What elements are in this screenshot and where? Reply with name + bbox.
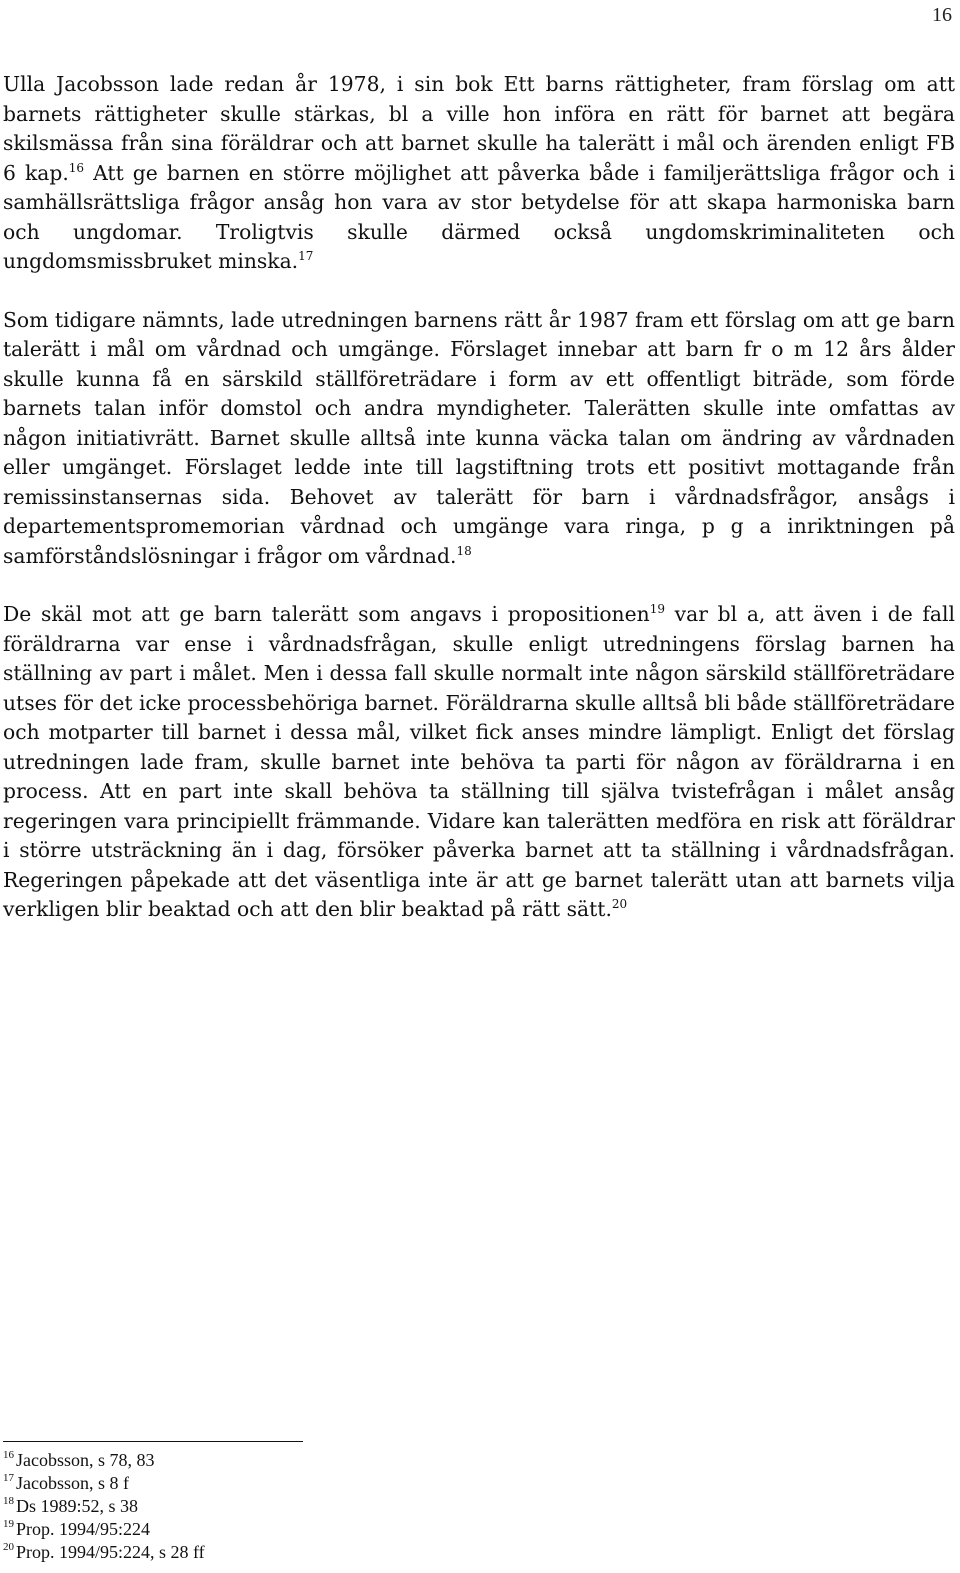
page-number: 16 — [932, 4, 952, 26]
footnote — [3, 1449, 205, 1472]
footnote-text: Ds 1989:52, s 38 — [16, 1496, 139, 1516]
paragraph — [3, 600, 955, 925]
paragraph-text: Som tidigare nämnts, lade utredningen barnens rätt år 1987 fram ett förslag om att ge barn talerätt i mål om vårdnad och umgänge. Förslaget innebar att barn fr o m 12 års ålder skulle kunna få en särskild ställföreträdare i form av ett offentligt biträde, som förde barnets talan inför domstol och andra myndigheter. Talerätten skulle inte omfattas av någon initiativrätt. Barnet skulle alltså inte kunna väcka talan om ändring av vårdnaden eller umgänget. Förslaget ledde inte till lagstiftning trots ett positivt mottagande från remissinstansernas sida. Behovet av talerätt för barn i vårdnadsfrågor, ansågs i departementspromemorian vårdnad och umgänge vara ringa, p g a inriktningen på samförståndslösningar i frågor om vårdnad. — [3, 307, 955, 568]
body-text — [3, 70, 955, 954]
footnote-text: Prop. 1994/95:224 — [16, 1519, 151, 1539]
footnote-text: Prop. 1994/95:224, s 28 ff — [16, 1542, 205, 1562]
paragraph — [3, 306, 955, 572]
footnotes — [3, 1449, 205, 1564]
footnote-reference: 20 — [611, 897, 628, 911]
paragraph-text: var bl a, att även i de fall föräldrarna var ense i vårdnadsfrågan, skulle enligt utredningens förslag barnen ha ställning av part i målet. Men i dessa fall skulle normalt inte någon särskild ställföreträdare utses för det icke processbehöriga barnet. Föräldrarna skulle alltså bli både ställföreträdare och motparter till barnet i dessa mål, vilket fick anses mindre lämpligt. Enligt det förslag utredningen lade fram, skulle barnet inte behöva ta parti för någon av föräldrarna i en process. Att en part inte skall behöva ta ställning till själva tvistefrågan i målet ansåg regeringen vara principiellt främmande. Vidare kan talerätten medföra en risk att föräldrar i större utsträckning än i dag, försöker påverka barnet att ta ställning i vårdnadsfrågan. Regeringen påpekade att det väsentliga inte är att ge barnet talerätt utan att barnets vilja verkligen blir beaktad och att den blir beaktad på rätt sätt. — [3, 602, 955, 921]
paragraph — [3, 70, 955, 277]
footnote-reference: 16 — [68, 160, 85, 175]
footnote — [3, 1518, 205, 1541]
footnote-separator — [3, 1441, 303, 1442]
footnote-text: Jacobsson, s 8 f — [16, 1473, 129, 1493]
footnote-text: Jacobsson, s 78, 83 — [16, 1450, 155, 1470]
footnote-reference: 18 — [456, 543, 472, 558]
footnote — [3, 1472, 205, 1495]
footnote — [3, 1541, 205, 1564]
paragraph-text: Ulla Jacobsson lade redan år 1978, i sin bok Ett barns rättigheter, fram förslag om att barnets rättigheter skulle stärkas, bl a ville hon införa en rätt för barnet att begära skilsmässa från sina föräldrar och att barnet skulle ha talerätt i mål och ärenden enligt FB 6 kap. — [3, 72, 955, 185]
footnote-number: 18 — [3, 1495, 14, 1507]
paragraph-text: De skäl mot att ge barn talerätt som angavs i propositionen — [3, 602, 650, 626]
footnote — [3, 1495, 205, 1518]
paragraph-text: Att ge barnen en större möjlighet att påverka både i familjerättsliga frågor och i samhällsrättsliga frågor ansåg hon vara av stor betydelse för att skapa harmoniska barn och ungdomar. Troligtvis skulle därmed också ungdomskriminaliteten och ungdomsmissbruket minska. — [3, 160, 955, 273]
footnote-number: 16 — [3, 1449, 14, 1461]
footnote-reference: 17 — [298, 249, 314, 263]
footnote-number: 20 — [3, 1541, 14, 1553]
footnote-number: 19 — [3, 1518, 14, 1530]
footnote-reference: 19 — [649, 602, 665, 616]
footnote-number: 17 — [3, 1472, 14, 1484]
